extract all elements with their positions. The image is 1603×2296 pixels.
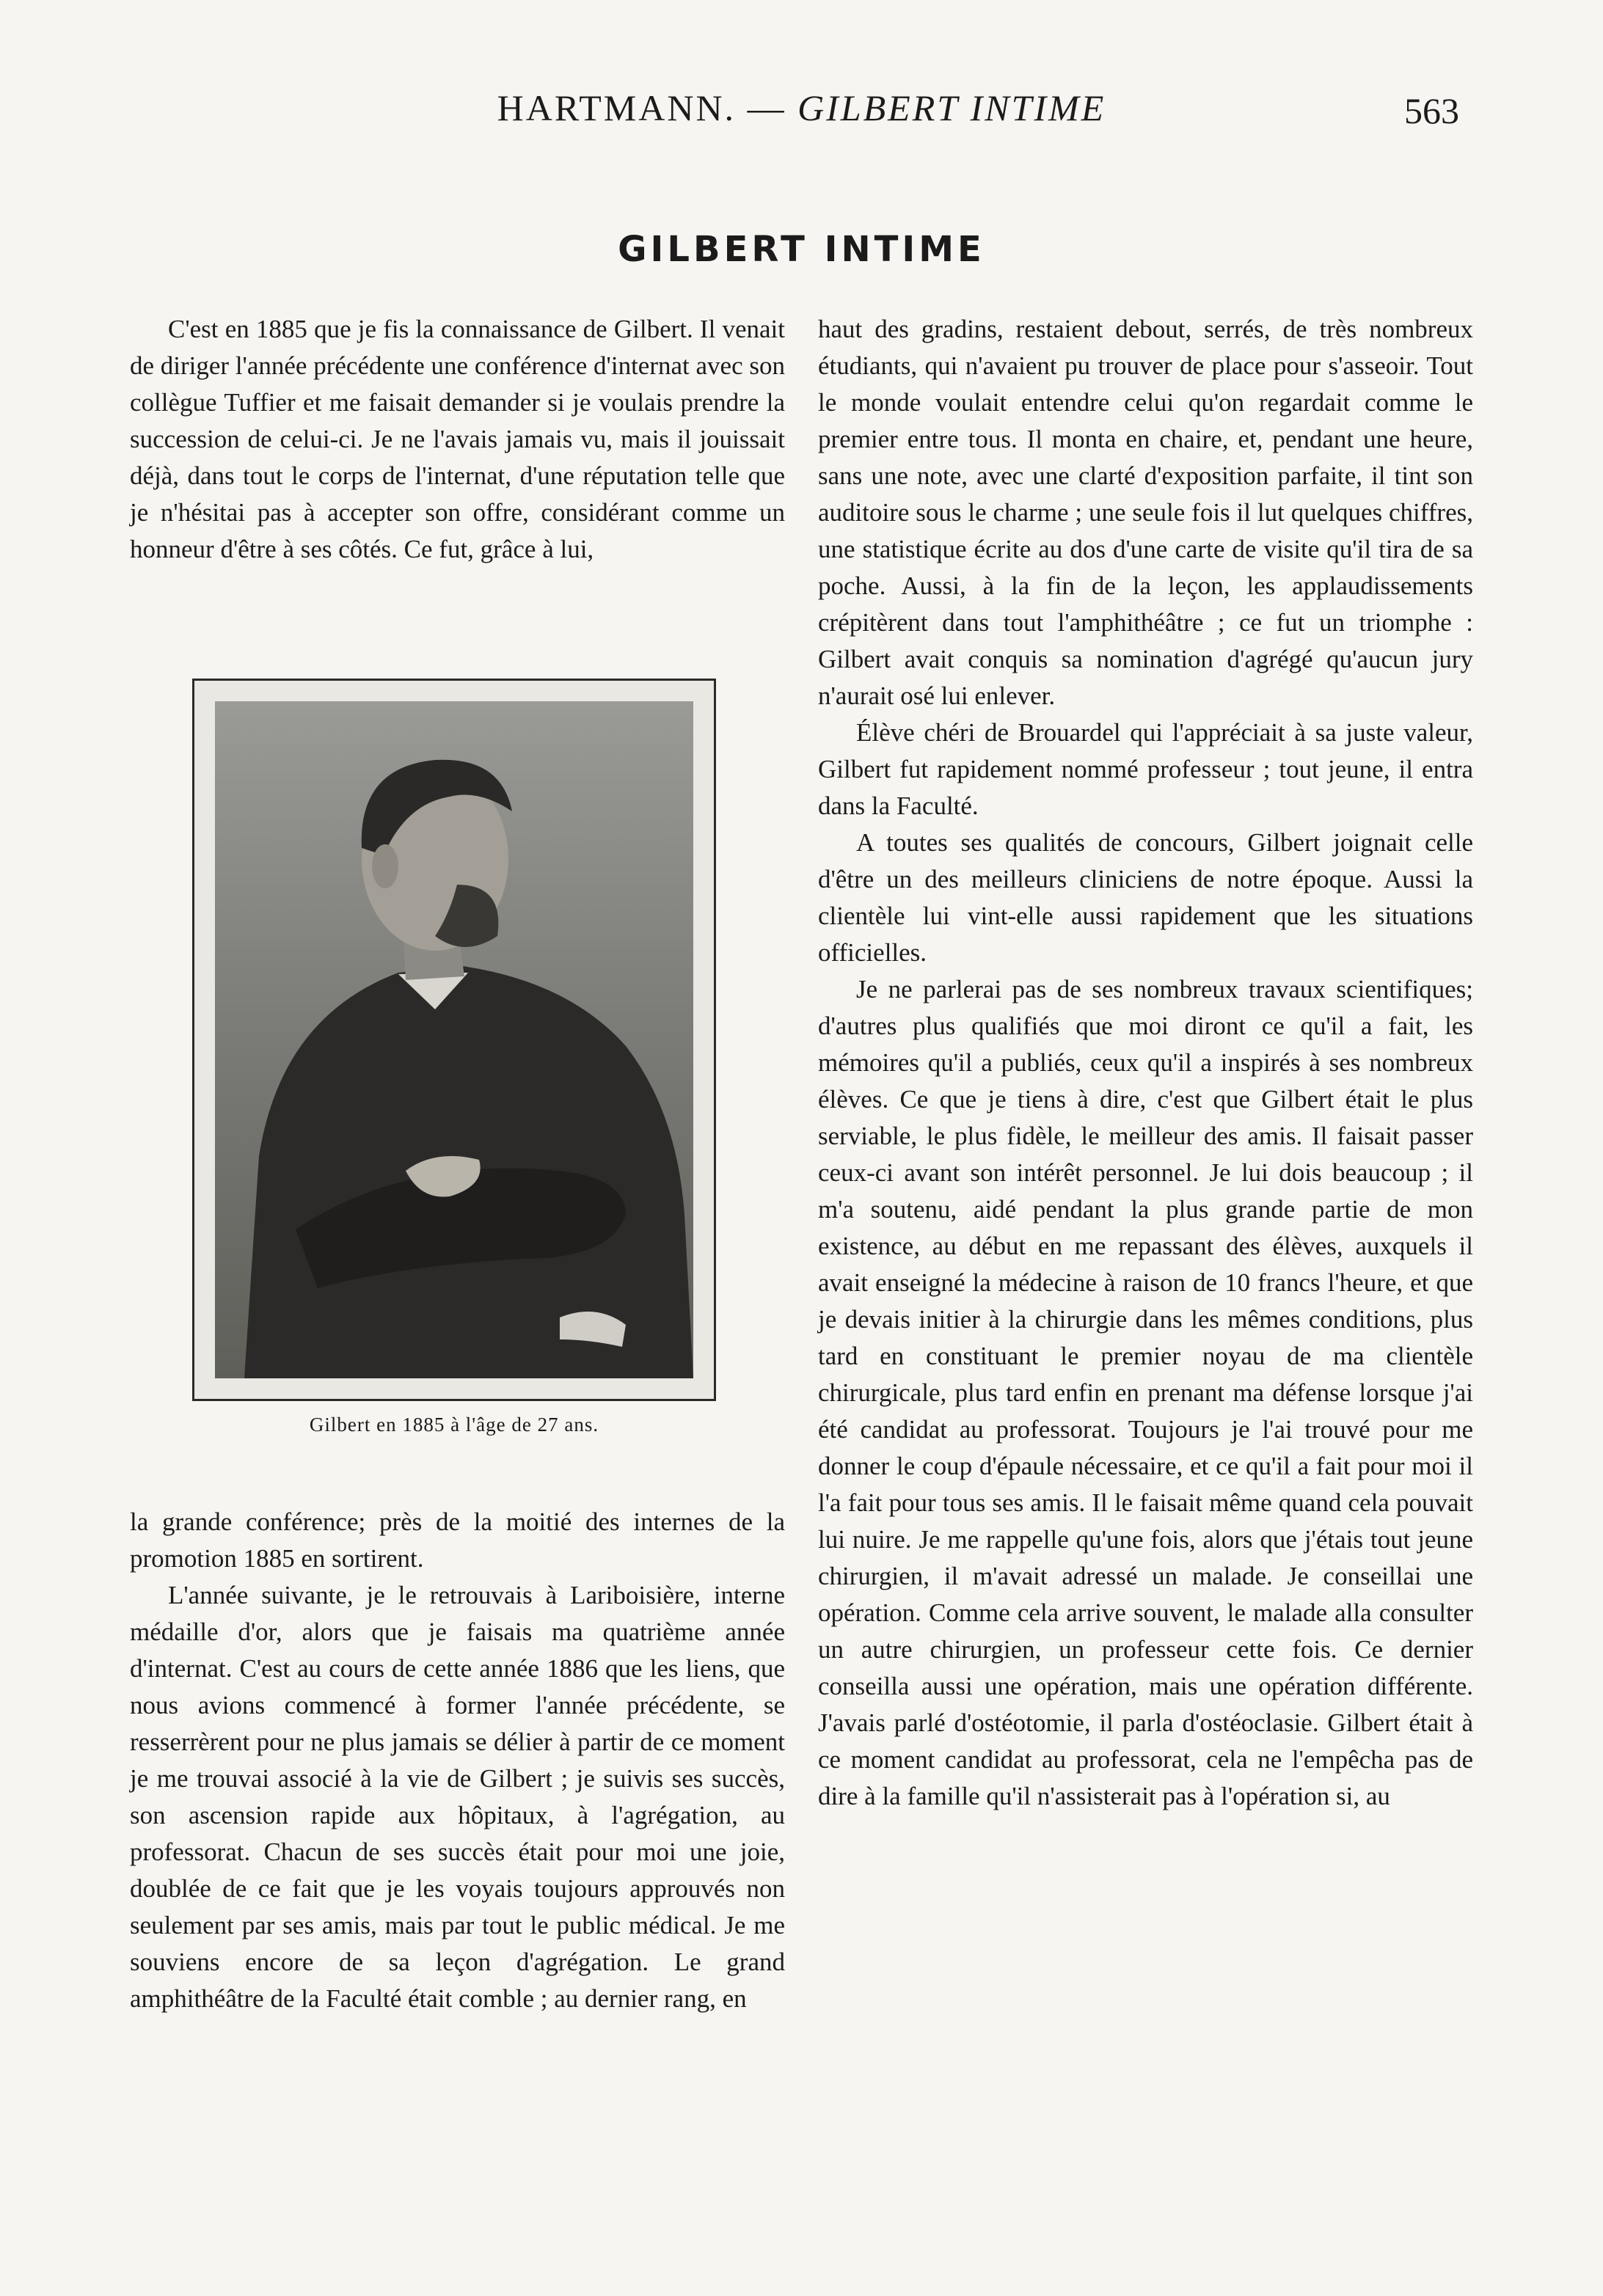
figure-caption: Gilbert en 1885 à l'âge de 27 ans. bbox=[309, 1414, 599, 1436]
running-head-dash: — bbox=[747, 87, 786, 128]
photo-frame bbox=[192, 679, 716, 1401]
left-column-bottom bbox=[130, 1504, 785, 2179]
paragraph-1: C'est en 1885 que je fis la connaissance de Gilbert. Il venait de diriger l'année précédente une conférence d'internat avec son collègue Tuffier et me faisait demander si je voulais prendre la succession de celui-ci. Je ne l'avais jamais vu, mais il jouissait déjà, dans tout le corps de l'internat, d'une réputation telle que je n'hésitai pas à accepter son offre, considérant comme un honneur d'être à ses côtés. Ce fut, grâce à lui, bbox=[130, 315, 785, 563]
paragraph-1-continued: la grande conférence; près de la moitié des internes de la promotion 1885 en sortirent. bbox=[130, 1507, 785, 1573]
left-column-top bbox=[130, 311, 785, 648]
running-head-title: GILBERT INTIME bbox=[797, 87, 1106, 128]
article-title: GILBERT INTIME bbox=[618, 229, 985, 270]
paragraph-2-continued: haut des gradins, restaient debout, serrés, de très nombreux étudiants, qui n'avaient pu trouver de place pour s'asseoir. Tout le monde voulait entendre celui qu'on regardait comme le premier entre tous. Il monta en chaire, et, pendant une heure, sans une note, avec une clarté d'exposition parfaite, il tint son auditoire sous le charme ; une seule fois il lut quelques chiffres, une statistique écrite au dos d'une carte de visite qu'il tira de sa poche. Aussi, à la fin de la leçon, les applaudissements crépitèrent dans tout l'amphithéâtre ; ce fut un triomphe : Gilbert avait conquis sa nomination d'agrégé qu'aucun jury n'aurait osé lui enlever. bbox=[818, 315, 1473, 710]
paragraph-3: Élève chéri de Brouardel qui l'appréciait à sa juste valeur, Gilbert fut rapidement nommé professeur ; tout jeune, il entra dans la Faculté. bbox=[818, 718, 1473, 820]
paragraph-5: Je ne parlerai pas de ses nombreux travaux scientifiques; d'autres plus qualifiés que moi diront ce qu'il a fait, les mémoires qu'il a publiés, ceux qu'il a inspirés à ses nombreux élèves. Ce que je tiens à dire, c'est que Gilbert était le plus serviable, le plus fidèle, le meilleur des amis. Il faisait passer ceux-ci avant son intérêt personnel. Je lui dois beaucoup ; il m'a soutenu, aidé pendant la plus grande partie de mon existence, au début en me repassant des élèves, auxquels il avait enseigné la médecine à raison de 10 francs l'heure, et que je devais initier à la chirurgie dans les mêmes conditions, plus tard en constituant le premier noyau de ma clientèle chirurgicale, plus tard enfin en prenant ma défense lorsque j'ai été candidat au professorat. Toujours je l'ai trouvé pour me donner le coup d'épaule nécessaire, et ce qu'il a fait pour moi il l'a fait pour tous ses amis. Il le faisait même quand cela pouvait lui nuire. Je me rappelle qu'une fois, alors que j'étais tout jeune chirurgien, il m'avait adressé un malade. Je conseillai une opération. Comme cela arrive souvent, le malade alla consulter un autre chirurgien, un professeur cette fois. Ce dernier conseilla aussi une opération, mais une opération différente. J'avais parlé d'ostéotomie, il parla d'ostéoclasie. Gilbert était à ce moment candidat au professorat, cela ne l'empêcha pas de dire à la famille qu'il n'assisterait pas à l'opération si, au bbox=[818, 975, 1473, 1810]
running-head-author: HARTMANN. bbox=[497, 87, 737, 128]
paragraph-4: A toutes ses qualités de concours, Gilbert joignait celle d'être un des meilleurs cliniciens de notre époque. Aussi la clientèle lui vint-elle aussi rapidement que les situations officielles. bbox=[818, 828, 1473, 967]
right-column bbox=[818, 311, 1473, 2189]
running-head bbox=[0, 87, 1603, 129]
portrait-figure bbox=[192, 679, 716, 1436]
portrait-illustration bbox=[215, 701, 693, 1378]
paragraph-2: L'année suivante, je le retrouvais à Lariboisière, interne médaille d'or, alors que je faisais ma quatrième année d'internat. C'est au cours de cette année 1886 que les liens, que nous avions commencé à former l'année précédente, se resserrèrent pour ne plus jamais se délier à partir de ce moment je me trouvai associé à la vie de Gilbert ; je suivis ses succès, son ascension rapide aux hôpitaux, à l'agrégation, au professorat. Chacun de ses succès était pour moi une joie, doublée de ce fait que je les voyais toujours approuvés non seulement par ses amis, mais par tout le public médical. Je me souviens encore de sa leçon d'agrégation. Le grand amphithéâtre de la Faculté était comble ; au dernier rang, en bbox=[130, 1581, 785, 2013]
portrait-photo bbox=[215, 701, 693, 1378]
page-number: 563 bbox=[1404, 90, 1459, 131]
